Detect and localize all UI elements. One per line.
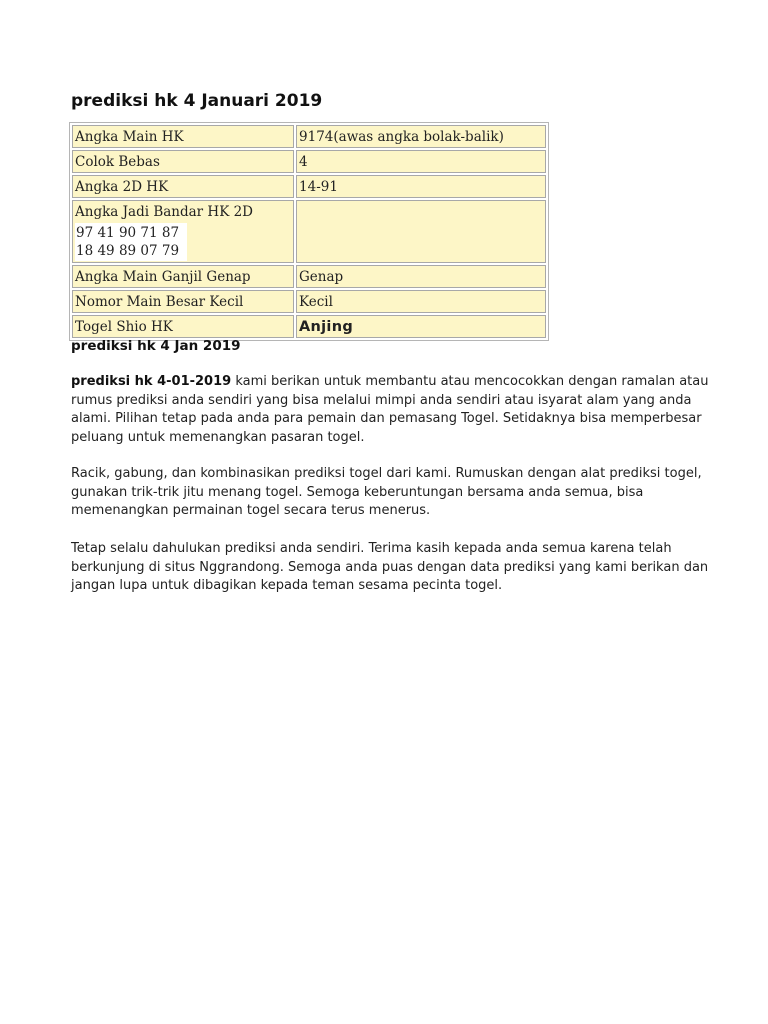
row-label-bandar [72,200,294,263]
paragraph-text: kami berikan untuk membantu atau mencocokkan dengan ramalan atau rumus prediksi anda sendiri yang bisa melalui mimpi anda sendiri atau isyarat alam yang anda alami. Pilihan tetap pada anda para pemain dan pemasang Togel. Setidaknya bisa memperbesar peluang untuk memenangkan pasaran togel. [71,374,709,445]
number-line: 97 41 90 71 87 [76,225,180,241]
row-value [296,200,546,263]
prediction-table [69,122,549,341]
number-line: 18 49 89 07 79 [76,243,180,259]
table-row [72,290,546,313]
paragraph-intro [71,373,731,447]
row-label: Angka Jadi Bandar HK 2D [75,204,253,220]
row-value: 4 [296,150,546,173]
table-row [72,315,546,338]
row-label: Nomor Main Besar Kecil [72,290,294,313]
bandar-number-lines [75,223,187,261]
paragraph-lead: prediksi hk 4-01-2019 [71,374,232,389]
table-row [72,265,546,288]
row-value [296,315,546,338]
table-row [72,200,546,263]
row-label: Togel Shio HK [72,315,294,338]
row-value: 14-91 [296,175,546,198]
row-label: Angka Main HK [72,125,294,148]
table-row [72,175,546,198]
row-value: Kecil [296,290,546,313]
page-title: prediksi hk 4 Januari 2019 [71,91,323,111]
table-row [72,150,546,173]
row-value: 9174(awas angka bolak-balik) [296,125,546,148]
row-label: Colok Bebas [72,150,294,173]
shio-value: Anjing [299,319,354,335]
paragraph-tips: Racik, gabung, dan kombinasikan prediksi togel dari kami. Rumuskan dengan alat prediksi togel, gunakan trik-trik jitu menang togel. Semoga keberuntungan bersama anda semua, bisa memenangkan permainan togel secara terus menerus. [71,466,702,518]
table-row [72,125,546,148]
row-label: Angka 2D HK [72,175,294,198]
section-subtitle: prediksi hk 4 Jan 2019 [71,338,241,354]
row-value: Genap [296,265,546,288]
paragraph-closing: Tetap selalu dahulukan prediksi anda sendiri. Terima kasih kepada anda semua karena telah berkunjung di situs Nggrandong. Semoga anda puas dengan data prediksi yang kami berikan dan jangan lupa untuk dibagikan kepada teman sesama pecinta togel. [71,541,709,593]
row-label: Angka Main Ganjil Genap [72,265,294,288]
